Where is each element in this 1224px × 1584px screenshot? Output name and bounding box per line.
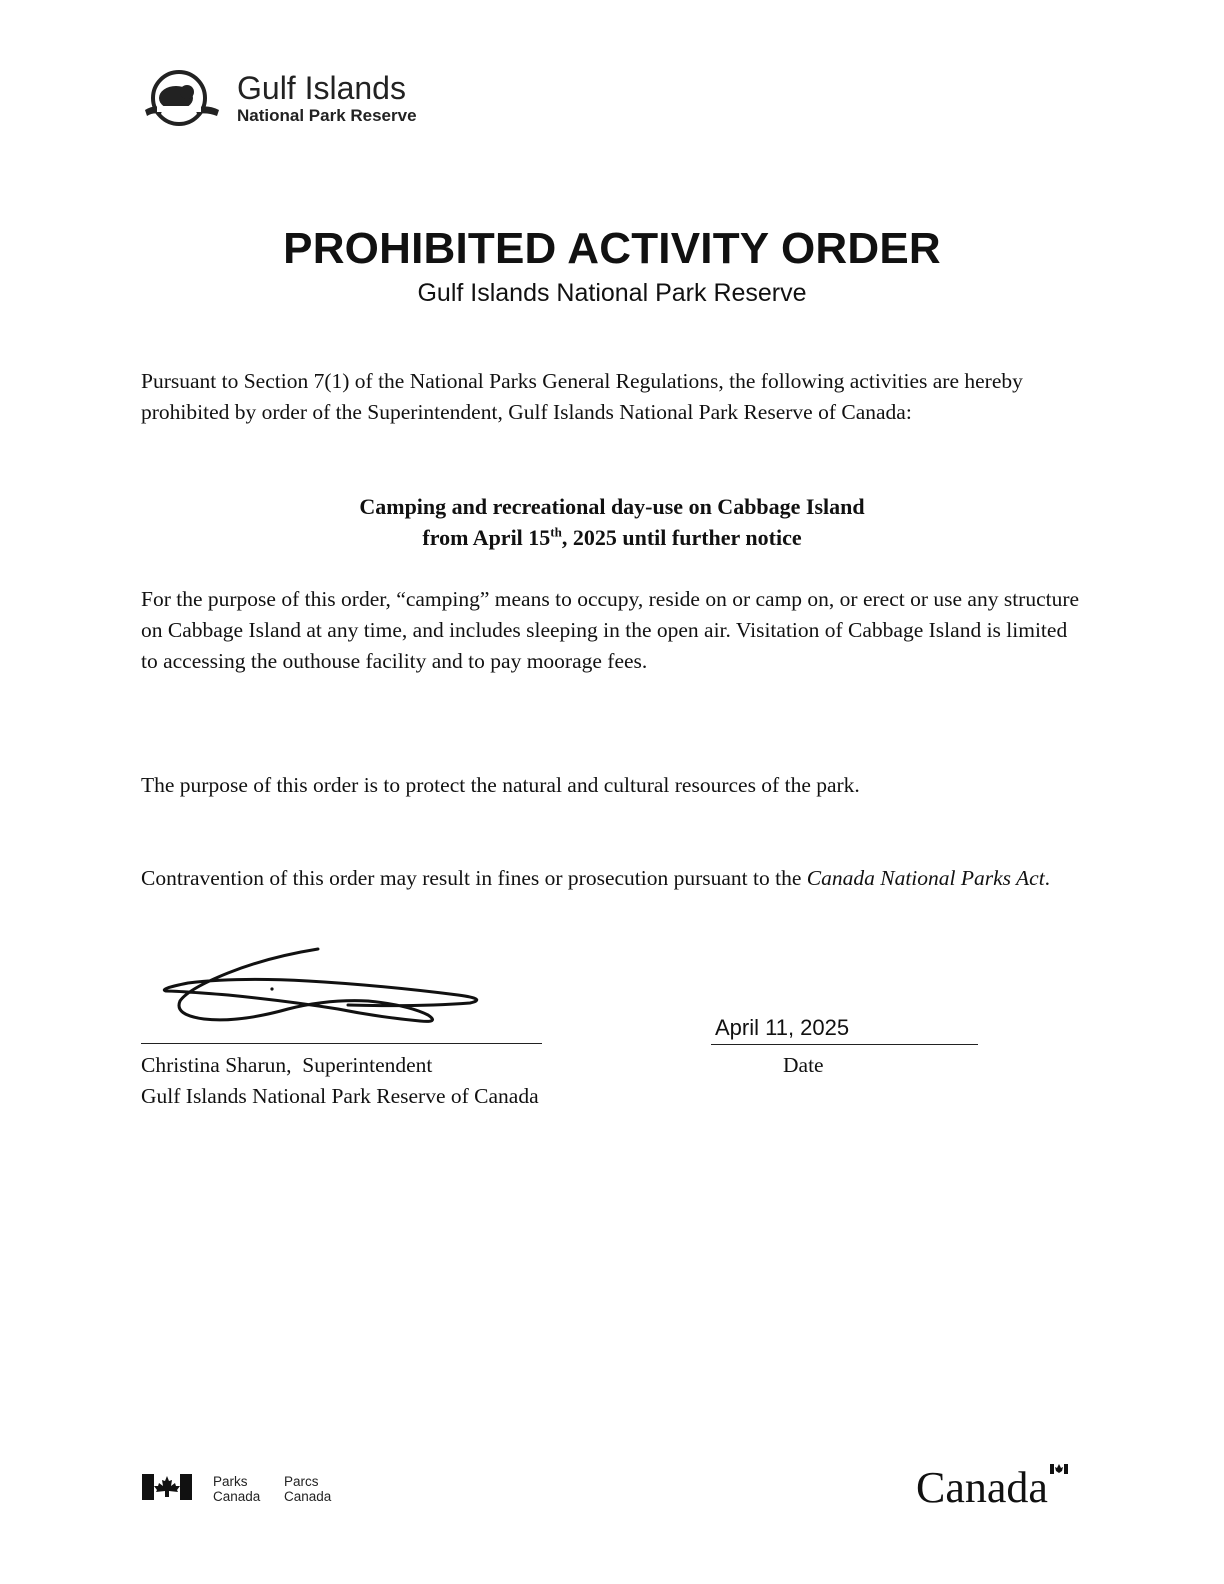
document-title: PROHIBITED ACTIVITY ORDER — [283, 224, 941, 273]
intro-paragraph: Pursuant to Section 7(1) of the National Parks General Regulations, the following activities are hereby prohibited by order of the Superintendent, Gulf Islands National Park Reserve of Canada: — [141, 369, 1023, 424]
purpose-paragraph: The purpose of this order is to protect the natural and cultural resources of the park. — [141, 773, 860, 797]
logo-subtitle: National Park Reserve — [237, 106, 417, 125]
park-logo — [143, 68, 463, 130]
signature-line — [141, 1043, 542, 1044]
definition-paragraph: For the purpose of this order, “camping” means to occupy, reside on or camp on, or erect or use any structure on Cabbage Island at any time, and includes sleeping in the open air. Visitation of Cabbage Island is limited to accessing the outhouse facility and to pay moorage fees. — [141, 587, 1080, 673]
beaver-logo-icon — [143, 68, 221, 128]
prohibited-line-1: Camping and recreational day-use on Cabbage Island — [359, 494, 865, 519]
date-value: April 11, 2025 — [715, 1015, 850, 1040]
contravention-paragraph — [141, 863, 1081, 894]
contravention-end: . — [1044, 866, 1051, 890]
act-name: Canada National Parks Act — [806, 866, 1045, 890]
wordmark-text: Canada — [916, 1463, 1048, 1506]
canada-flag-icon — [142, 1474, 192, 1500]
parks-canada-en — [213, 1474, 260, 1504]
ordinal-suffix: th — [550, 524, 562, 540]
parks-en-line-1: Parks — [213, 1474, 248, 1489]
canada-wordmark-logo — [916, 1460, 1076, 1506]
parcs-canada-fr — [284, 1474, 331, 1504]
signer-organization: Gulf Islands National Park Reserve of Canada — [141, 1084, 539, 1108]
contravention-text: Contravention of this order may result in fines or prosecution pursuant to the — [141, 866, 807, 890]
date-line — [711, 1044, 978, 1045]
handwritten-signature — [158, 943, 488, 1027]
prohibited-date-suffix: , 2025 until further notice — [561, 525, 802, 550]
parks-en-line-2: Canada — [213, 1489, 261, 1504]
logo-title: Gulf Islands — [237, 70, 406, 106]
parks-fr-line-1: Parcs — [284, 1474, 319, 1489]
prohibited-activity — [0, 491, 1224, 553]
document-subtitle: Gulf Islands National Park Reserve — [417, 279, 807, 307]
date-label: Date — [783, 1053, 824, 1077]
prohibited-date-prefix: from April 15 — [422, 525, 551, 550]
parks-fr-line-2: Canada — [284, 1489, 332, 1504]
signer-name: Christina Sharun, Superintendent — [141, 1053, 433, 1077]
prohibited-line-2 — [0, 522, 1224, 553]
